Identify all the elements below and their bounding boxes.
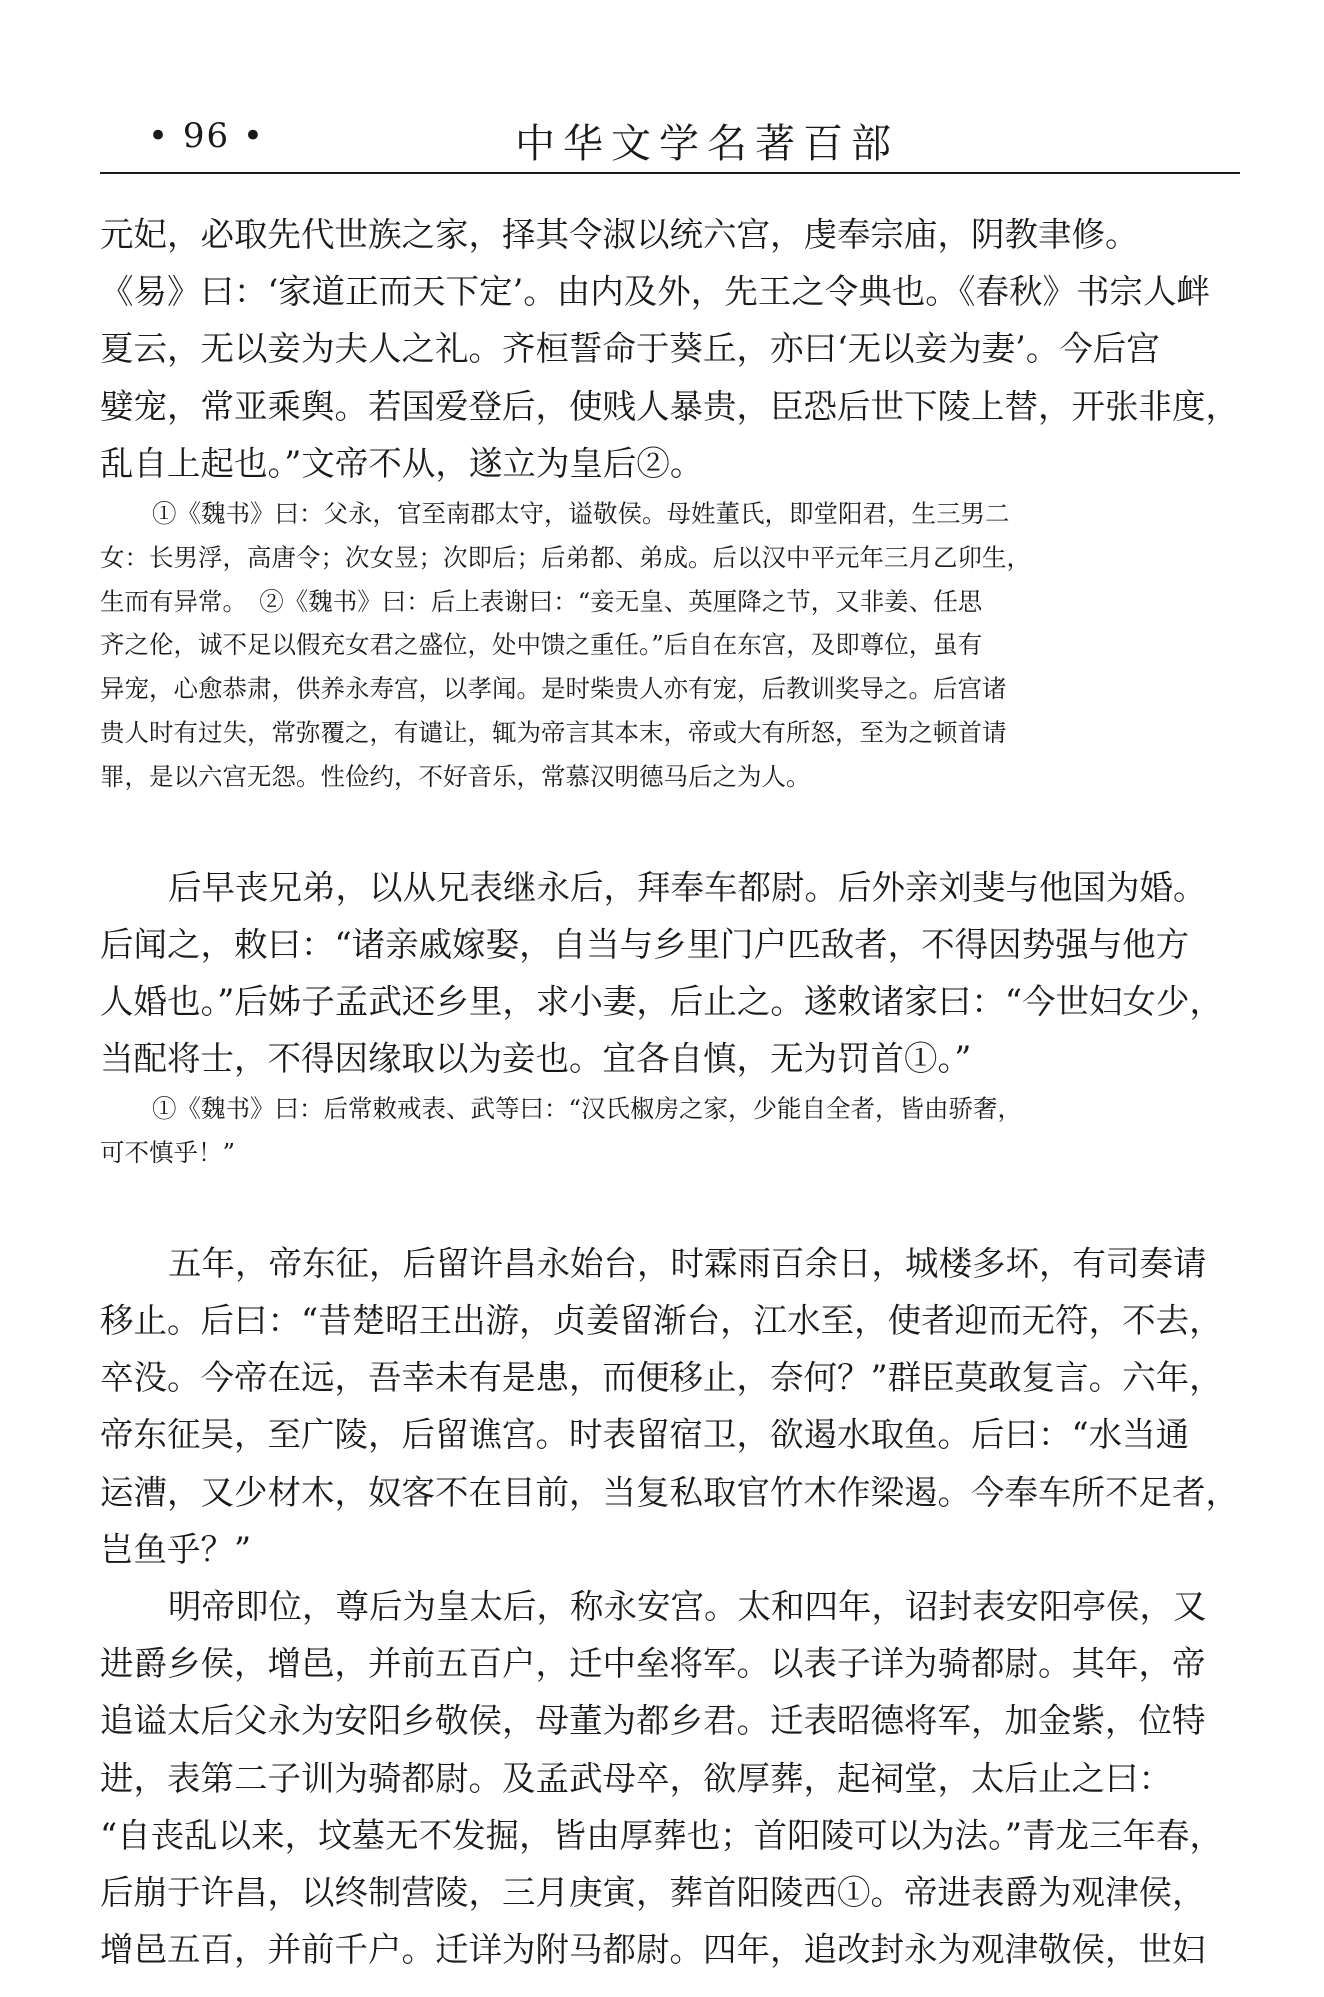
footnote-block (100, 492, 1240, 799)
footnote-line: ①《魏书》曰：后常敕戒表、武等曰：“汉氏椒房之家，少能自全者，皆由骄奢， (152, 1094, 1023, 1124)
text-line: 后早丧兄弟，以从兄表继永后，拜奉车都尉。后外亲刘斐与他国为婚。 (168, 867, 1207, 907)
page-body (100, 206, 1240, 1978)
text-line: 夏云，无以妾为夫人之礼。齐桓誓命于葵丘，亦曰‘无以妾为妻’。今后宫 (100, 329, 1160, 369)
footnote-line: ①《魏书》曰：父永，官至南郡太守，谥敬侯。母姓董氏，即堂阳君，生三男二 (152, 498, 1010, 528)
text-line: 移止。后曰：“昔楚昭王出游，贞姜留渐台，江水至，使者迎而无符，不去， (100, 1301, 1223, 1341)
text-line: 人婚也。”后姊子孟武还乡里，求小妻，后止之。遂敕诸家曰：“今世妇女少， (100, 981, 1224, 1021)
text-line: 卒没。今帝在远，吾幸未有是患，而便移止，奈何？”群臣莫敢复言。六年， (100, 1358, 1223, 1398)
footnote-line: 生而有异常。 ②《魏书》曰：后上表谢曰：“妾无皇、英厘降之节，又非姜、任思 (100, 586, 983, 616)
paragraph-continued (100, 206, 1240, 492)
footnote-line: 罪，是以六宫无怨。性俭约，不好音乐，常慕汉明德马后之为人。 (100, 761, 811, 791)
footnote-line: 齐之伦，诚不足以假充女君之盛位，处中馈之重任。”后自在东宫，及即尊位，虽有 (100, 630, 983, 660)
footnote-line: 可不慎乎！” (100, 1138, 236, 1168)
spacer (100, 799, 1240, 859)
text-line: 《易》曰：‘家道正而天下定’。由内及外，先王之令典也。《春秋》书宗人衅 (100, 272, 1211, 312)
text-line: 嬖宠，常亚乘舆。若国爱登后，使贱人暴贵，臣恐后世下陵上替，开张非度， (100, 386, 1239, 426)
header-divider (100, 172, 1240, 174)
footnote-block (100, 1087, 1240, 1175)
spacer (100, 1175, 1240, 1235)
text-line: 追谥太后父永为安阳乡敬侯，母董为都乡君。迁表昭德将军，加金紫，位特 (100, 1701, 1206, 1741)
text-line: 岂鱼乎？” (100, 1529, 252, 1569)
text-line: 明帝即位，尊后为皇太后，称永安宫。太和四年，诏封表安阳亭侯，又 (168, 1586, 1207, 1626)
text-line: 进，表第二子训为骑都尉。及孟武母卒，欲厚葬，起祠堂，太后止之曰： (100, 1758, 1172, 1798)
paragraph (100, 1578, 1240, 1978)
text-line: 乱自上起也。”文帝不从，遂立为皇后②。 (100, 443, 704, 483)
book-title: 中华文学名著百部 (515, 121, 899, 167)
text-line: 五年，帝东征，后留许昌永始台，时霖雨百余日，城楼多坏，有司奏请 (168, 1243, 1207, 1283)
text-line: 后崩于许昌，以终制营陵，三月庚寅，葬首阳陵西①。帝进表爵为观津侯， (100, 1872, 1206, 1912)
text-line: 帝东征吴，至广陵，后留谯宫。时表留宿卫，欲遏水取鱼。后曰：“水当通 (100, 1415, 1190, 1455)
page-number: • 96 • (148, 116, 265, 156)
footnote-line: 异宠，心愈恭肃，供养永寿宫，以孝闻。是时柴贵人亦有宠，后教训奖导之。后宫诸 (100, 674, 1007, 704)
text-line: 进爵乡侯，增邑，并前五百户，迁中垒将军。以表子详为骑都尉。其年，帝 (100, 1644, 1206, 1684)
page-header (100, 108, 1240, 168)
footnote-line: 贵人时有过失，常弥覆之，有谴让，辄为帝言其本末，帝或大有所怒，至为之顿首请 (100, 717, 1007, 747)
footnote-line: 女：长男浮，高唐令；次女昱；次即后；后弟都、弟成。后以汉中平元年三月乙卯生， (100, 542, 1031, 572)
text-line: 增邑五百，并前千户。迁详为附马都尉。四年，追改封永为观津敬侯，世妇 (100, 1930, 1206, 1970)
text-line: “自丧乱以来，坟墓无不发掘，皆由厚葬也；首阳陵可以为法。”青龙三年春， (100, 1815, 1224, 1855)
text-line: 运漕，又少材木，奴客不在目前，当复私取官竹木作梁遏。今奉车所不足者， (100, 1472, 1239, 1512)
text-line: 当配将士，不得因缘取以为妾也。宜各自慎，无为罚首①。” (100, 1039, 972, 1079)
text-line: 后闻之，敕曰：“诸亲戚嫁娶，自当与乡里门户匹敌者，不得因势强与他方 (100, 924, 1190, 964)
paragraph (100, 1235, 1240, 1578)
text-line: 元妃，必取先代世族之家，择其令淑以统六宫，虔奉宗庙，阴教聿修。 (100, 215, 1139, 254)
paragraph (100, 859, 1240, 1088)
